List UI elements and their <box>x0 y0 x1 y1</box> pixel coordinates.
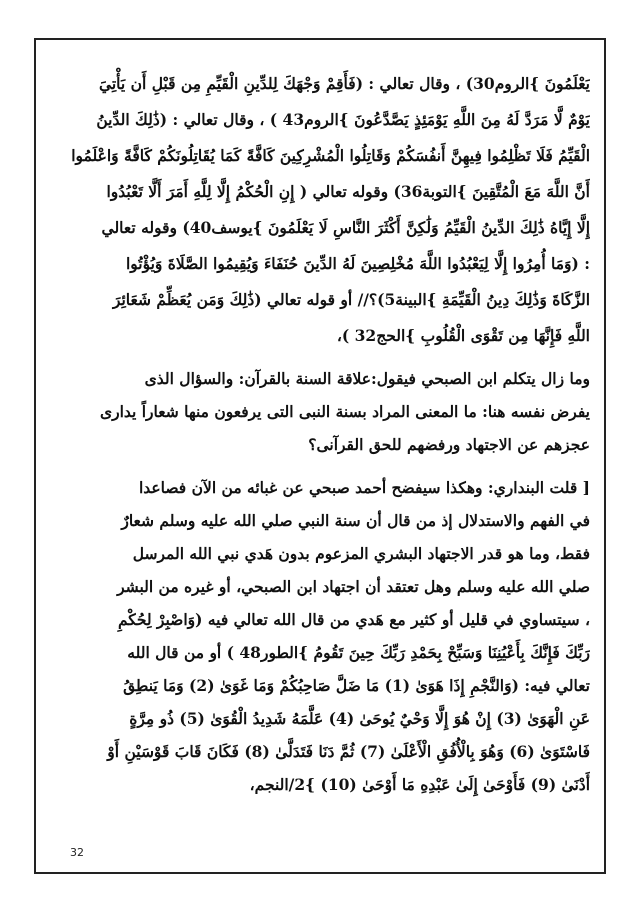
text-line: صلي الله عليه وسلم وهل تعتقد أن اجتهاد ابن الصبحي، أو غيره من البشر <box>117 577 590 596</box>
text-line: في الفهم والاستدلال إذ من قال أن سنة النبي صلي الله عليه وسلم شعارٌ <box>121 511 590 530</box>
text-line: وما زال يتكلم ابن الصبحي فيقول:علاقة السنة بالقرآن: والسؤال الذى <box>144 369 590 388</box>
text-line: تعالي فيه: (وَالنَّجْمِ إِذَا هَوَىٰ (1) مَا ضَلَّ صَاحِبُكُمْ وَمَا غَوَىٰ (2) وَمَا يَنطِقُ <box>123 676 590 695</box>
text-line: أَنَّ اللَّهَ مَعَ الْمُتَّقِينَ }التوبة36) وقوله تعالي ( إِنِ الْحُكْمُ إِلَّا لِلَّهِ أَمَرَ أَلَّا تَعْبُدُوا <box>106 182 590 201</box>
text-line: رَبِّكَ فَإِنَّكَ بِأَعْيُنِنَا وَسَبِّحْ بِحَمْدِ رَبِّكَ حِينَ تَقُومُ }الطور48 ) أو من قال الله <box>127 643 590 662</box>
page-number: 32 <box>70 846 84 859</box>
text-line: يَوْمٌ لَّا مَرَدَّ لَهُ مِنَ اللَّهِ يَوْمَئِذٍ يَصَّدَّعُونَ }الروم43 ) ، وقال تعالي : (ذَٰلِكَ الدِّينُ <box>96 110 590 129</box>
text-line: : (وَمَا أُمِرُوا إِلَّا لِيَعْبُدُوا اللَّهَ مُخْلِصِينَ لَهُ الدِّينَ حُنَفَاءَ وَيُقِيمُوا الصَّلَاةَ وَيُؤْتُوا <box>125 254 590 273</box>
text-line: يَعْلَمُونَ }الروم30) ، وقال تعالي : (فَأَقِمْ وَجْهَكَ لِلدِّينِ الْقَيِّمِ مِن قَبْلِ أَن يَأْتِيَ <box>98 74 590 93</box>
text-line: يفرض نفسه هنا: ما المعنى المراد بسنة النبى التى يرفعون منها شعاراً يدارى <box>99 402 590 421</box>
page-body <box>50 66 590 801</box>
text-line: عجزهم عن الاجتهاد ورفضهم للحق القرآنى؟ <box>308 435 590 454</box>
text-line: فقط، وما هو قدر الاجتهاد البشري المزعوم بدون هَدي نبي الله المرسل <box>132 544 590 563</box>
text-line: الزَّكَاةَ وَذَٰلِكَ دِينُ الْقَيِّمَةِ }البينة5)؟// أو قوله تعالي (ذَٰلِكَ وَمَن يُعَظِّمْ شَعَائِرَ <box>112 290 590 309</box>
text-line: عَنِ الْهَوَىٰ (3) إِنْ هُوَ إِلَّا وَحْيٌ يُوحَىٰ (4) عَلَّمَهُ شَدِيدُ الْقُوَىٰ (5) ذُو مِرَّةٍ <box>129 709 590 728</box>
text-line: الْقَيِّمُ فَلَا تَظْلِمُوا فِيهِنَّ أَنفُسَكُمْ وَقَاتِلُوا الْمُشْرِكِينَ كَافَّةً كَمَا يُقَاتِلُونَكُمْ كَافَّةً وَاعْلَمُوا <box>71 146 590 165</box>
text-line: اللَّهِ فَإِنَّهَا مِن تَقْوَى الْقُلُوبِ }الحج32 )، <box>336 326 590 345</box>
text-line: أَدْنَىٰ (9) فَأَوْحَىٰ إِلَىٰ عَبْدِهِ مَا أَوْحَىٰ (10) }2/النجم، <box>249 775 590 794</box>
text-line: [ قلت البنداري: وهكذا سيفضح أحمد صبحي عن غبائه من الآن فصاعدا <box>138 478 590 497</box>
paragraph-quran-verses <box>50 66 590 354</box>
paragraph-sobhi-quote <box>50 362 590 461</box>
text-line: ، سيتساوي في قليل أو كثير مع هَدي من قال الله تعالي فيه (وَاصْبِرْ لِحُكْمِ <box>117 610 590 629</box>
paragraph-bandari-response <box>50 471 590 801</box>
text-line: إِلَّا إِيَّاهُ ذَٰلِكَ الدِّينُ الْقَيِّمُ وَلَٰكِنَّ أَكْثَرَ النَّاسِ لَا يَعْلَمُونَ }يوسف40) وقوله تعالي <box>101 218 590 237</box>
text-line: فَاسْتَوَىٰ (6) وَهُوَ بِالْأُفُقِ الْأَعْلَىٰ (7) ثُمَّ دَنَا فَتَدَلَّىٰ (8) فَكَانَ قَابَ قَوْسَيْنِ أَوْ <box>107 742 590 761</box>
